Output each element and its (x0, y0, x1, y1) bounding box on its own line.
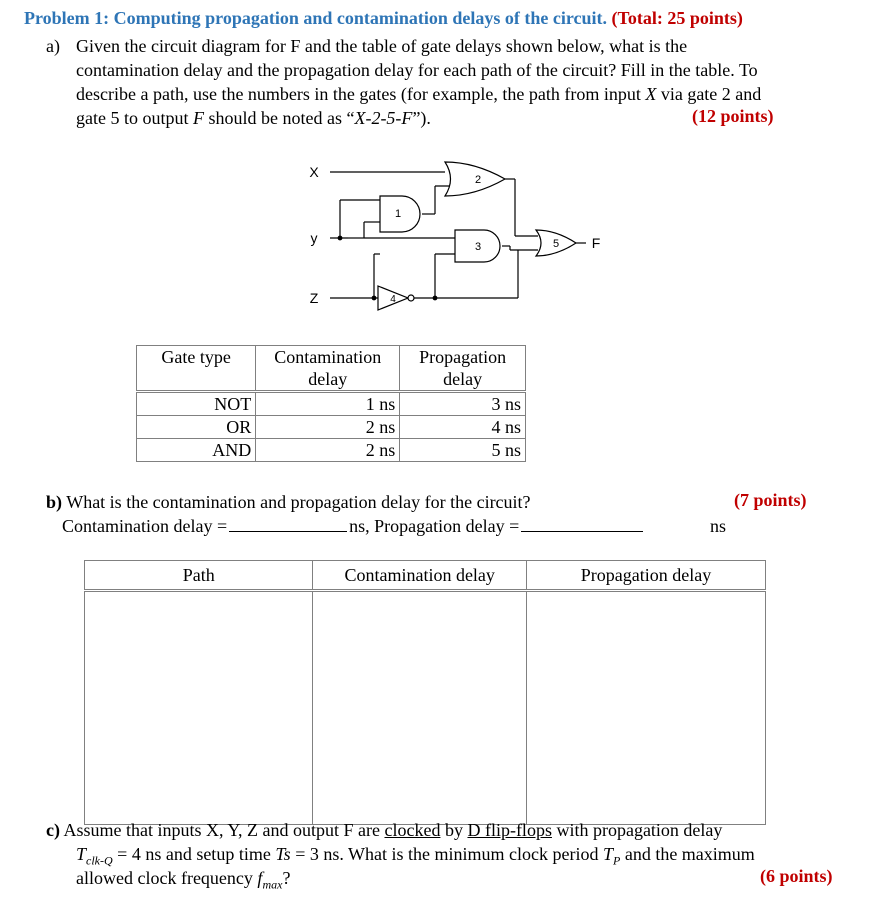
part-b-ns-unit: ns (710, 516, 727, 536)
problem-total-points: (Total: 25 points) (611, 8, 743, 28)
gate-delay-table (136, 345, 526, 462)
header-propagation: Propagation delay (400, 346, 526, 392)
path-table-body (85, 591, 766, 825)
input-y-label: y (310, 230, 318, 246)
gate-table-header (137, 346, 526, 392)
problem-title-text: Problem 1: Computing propagation and contamination delays of the circuit. (24, 8, 608, 28)
part-a-points: (12 points) (692, 106, 774, 126)
path-delay-table (84, 560, 766, 825)
part-c-points: (6 points) (760, 866, 833, 886)
contamination-cell[interactable] (313, 591, 527, 825)
part-a-line-3: describe a path, use the numbers in the gates (for example, the path from input X via gate 2 and (76, 84, 762, 104)
gate-1-label: 1 (394, 208, 402, 220)
junction-not-out (433, 296, 438, 301)
part-c-line-3: allowed clock frequency $f_{max}$? (76, 868, 291, 892)
gate-row-or: OR 2 ns 4 ns (137, 416, 526, 439)
part-a-line-4: gate 5 to output F should be noted as “X-2-5-F”). (76, 108, 431, 128)
output-f-label: F (591, 235, 601, 251)
header-path: Path (85, 561, 313, 591)
gate-row-not: NOT 1 ns 3 ns (137, 392, 526, 416)
gate-5-label: 5 (552, 238, 560, 250)
part-c-line-2: $T_{clk-Q} = 4$ ns and setup time Ts = 3 ns. What is the minimum clock period $T_P$ and the maximum (76, 844, 755, 868)
header-gate-type: Gate type (137, 346, 256, 392)
gate-row-and: AND 2 ns 5 ns (137, 439, 526, 462)
part-b-points: (7 points) (734, 490, 807, 510)
problem-title (24, 8, 743, 29)
junction-y (338, 236, 343, 241)
input-z-label: Z (309, 290, 319, 306)
path-table-header (85, 561, 766, 591)
contamination-delay-blank[interactable] (229, 517, 347, 532)
input-x-label: X (309, 164, 319, 180)
propagation-delay-blank[interactable] (521, 517, 643, 532)
header-contamination: Contamination delay (256, 346, 400, 392)
propagation-cell[interactable] (526, 591, 765, 825)
gate-4-label: 4 (390, 294, 396, 305)
part-c-line-1: c) Assume that inputs X, Y, Z and output F are clocked by D flip-flops with propagation delay (46, 820, 723, 840)
part-a-line-2: contamination delay and the propagation delay for each path of the circuit? Fill in the table. To (76, 60, 758, 80)
path-cell[interactable] (85, 591, 313, 825)
gate-2-label: 2 (474, 174, 482, 186)
gate-4-bubble (408, 295, 414, 301)
circuit-diagram (290, 150, 620, 325)
header-propagation-delay: Propagation delay (526, 561, 765, 591)
junction-z (372, 296, 377, 301)
part-a-line-1: Given the circuit diagram for F and the table of gate delays shown below, what is the (76, 36, 688, 56)
part-b-question: b) What is the contamination and propagation delay for the circuit? (46, 492, 531, 512)
gate-3-label: 3 (474, 241, 482, 253)
part-a-label: a) (46, 36, 60, 56)
header-contamination-delay: Contamination delay (313, 561, 527, 591)
part-b-answer-line: Contamination delay = ns, Propagation delay = (62, 514, 645, 538)
